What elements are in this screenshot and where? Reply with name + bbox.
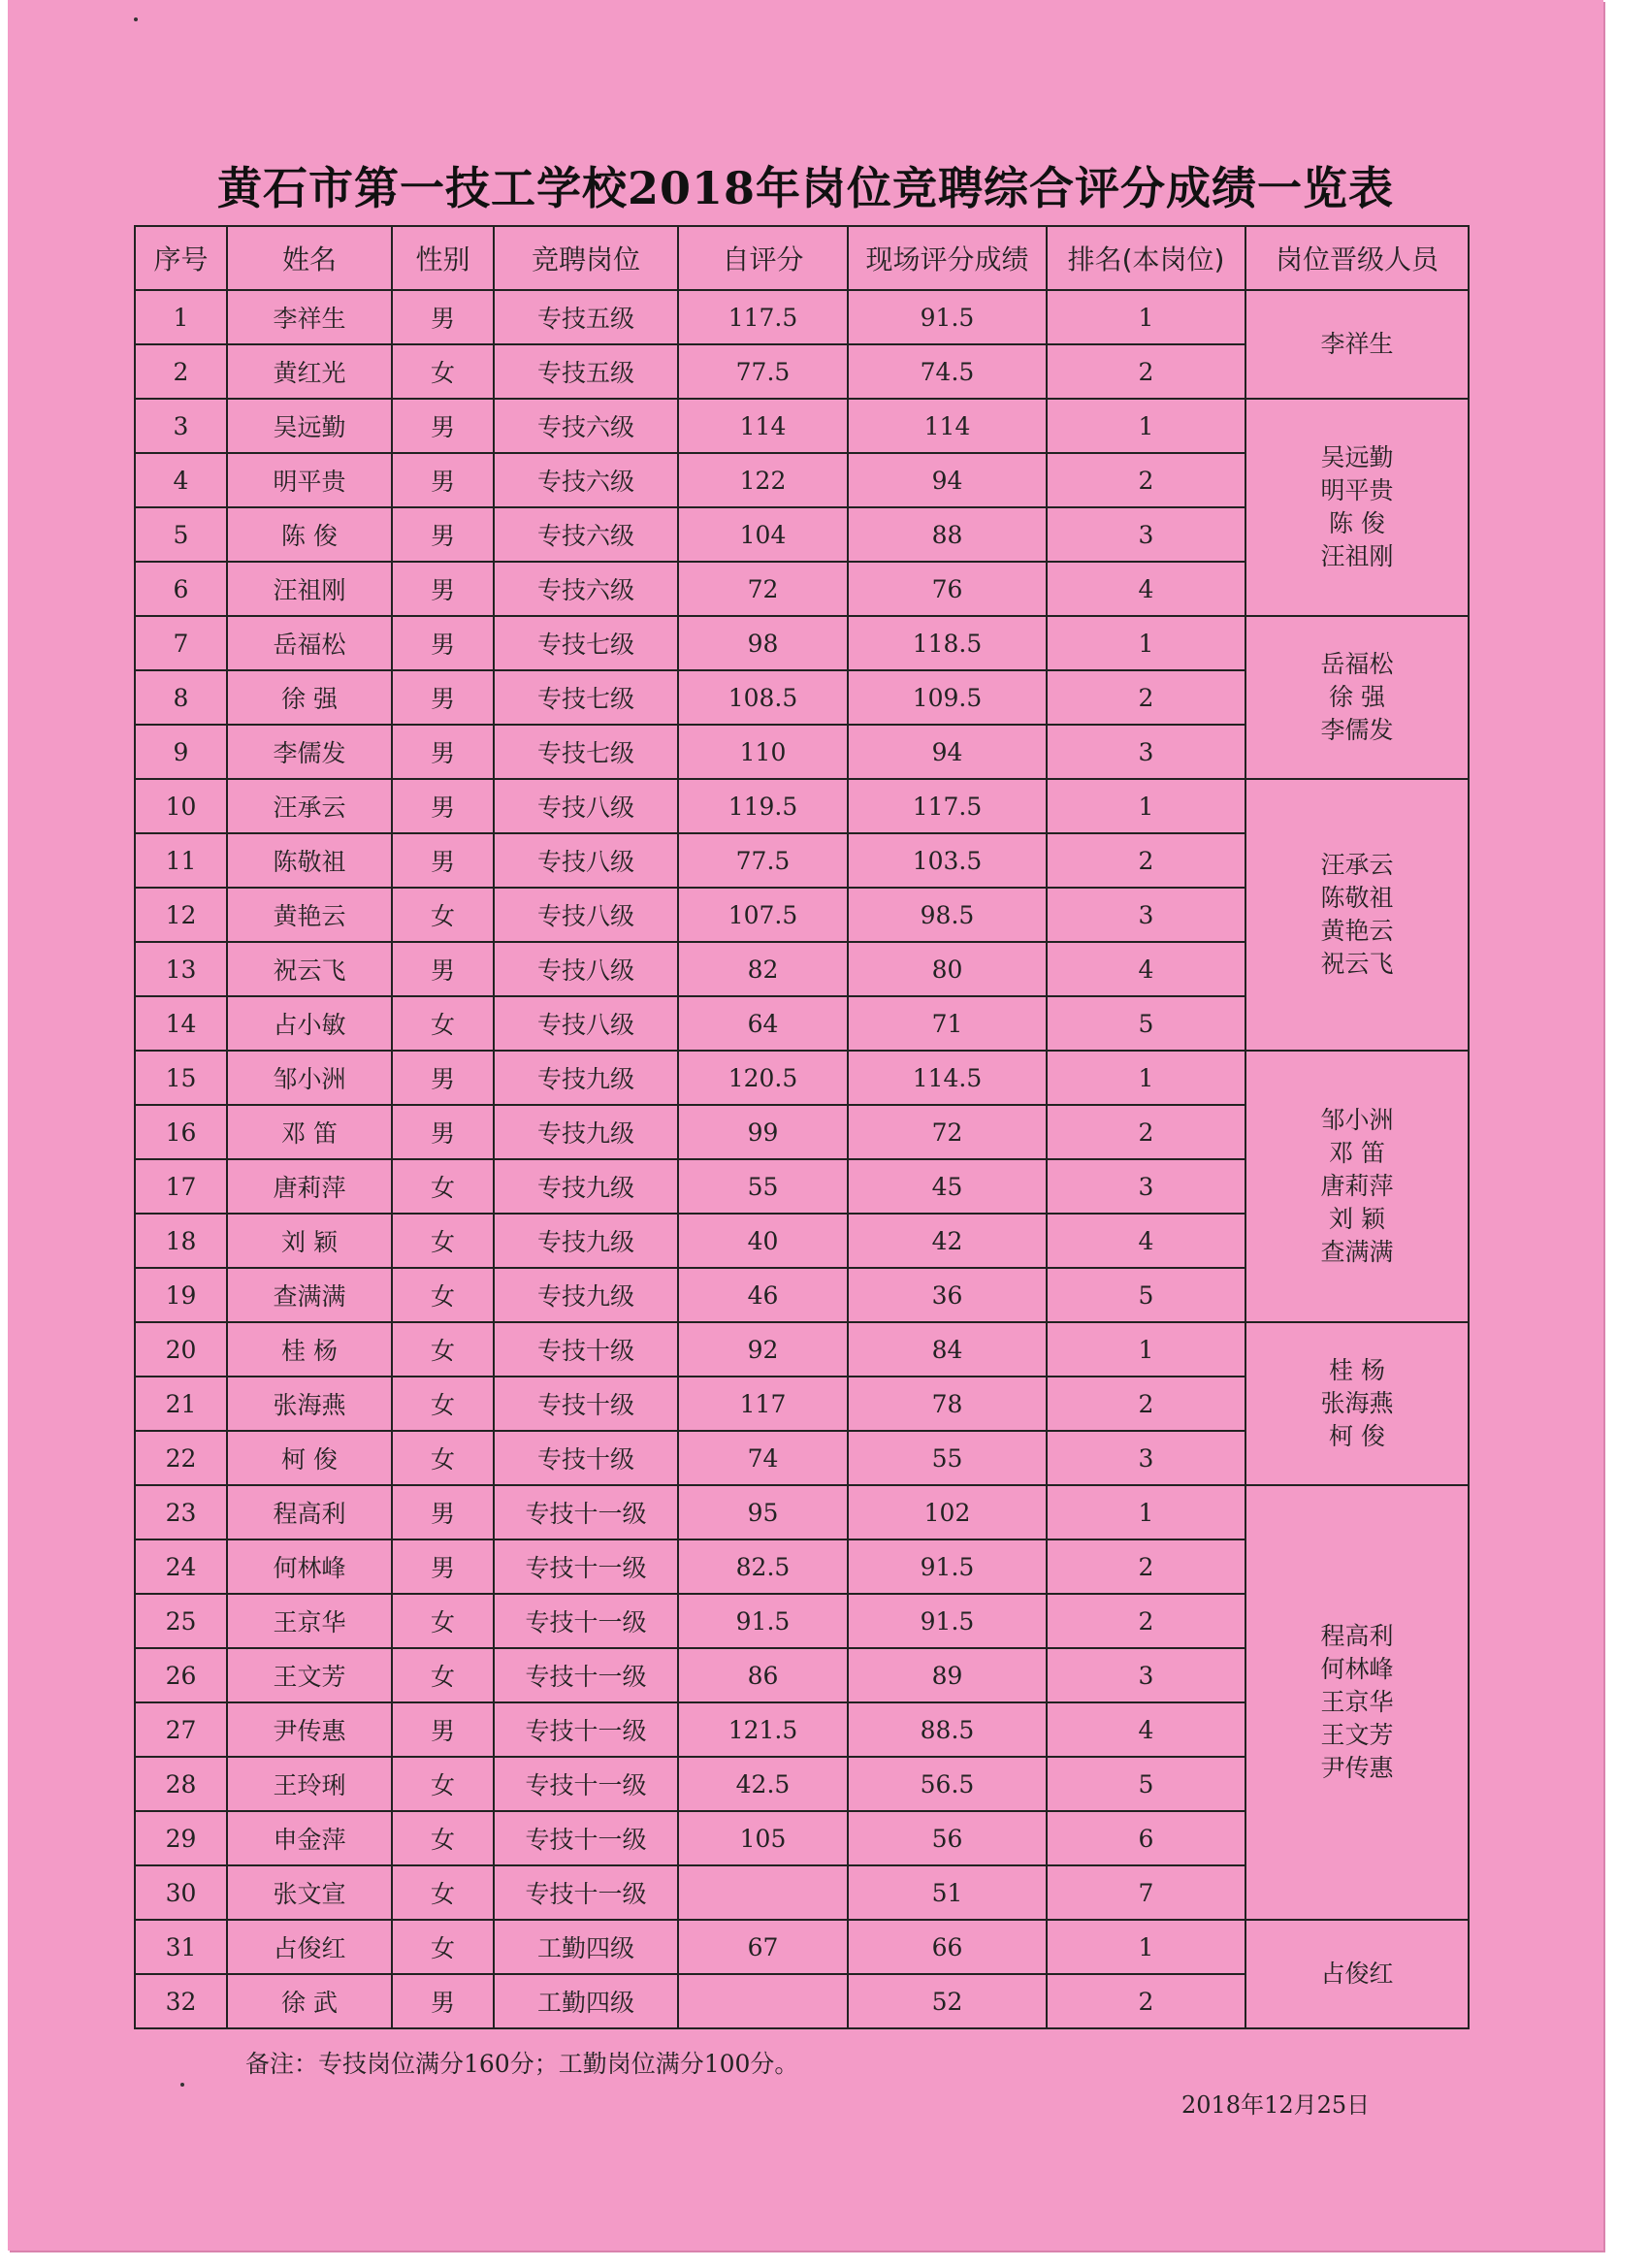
print-speck [180, 2083, 184, 2087]
cell-live-score: 71 [848, 996, 1047, 1051]
cell-gender: 男 [392, 670, 494, 725]
cell-gender: 女 [392, 1377, 494, 1431]
table-row [135, 1322, 1469, 1377]
cell-name: 明平贵 [227, 453, 392, 507]
cell-no: 4 [135, 453, 227, 507]
cell-live-score: 55 [848, 1431, 1047, 1485]
cell-live-score: 117.5 [848, 779, 1047, 833]
cell-live-score: 56.5 [848, 1757, 1047, 1811]
cell-rank: 4 [1047, 1214, 1245, 1268]
table-row [135, 616, 1469, 670]
cell-self-score: 114 [678, 399, 848, 453]
cell-no: 14 [135, 996, 227, 1051]
cell-post: 专技十一级 [494, 1865, 678, 1920]
cell-post: 专技十一级 [494, 1594, 678, 1648]
header-cell-rank: 排名(本岗位) [1047, 226, 1245, 290]
cell-live-score: 109.5 [848, 670, 1047, 725]
cell-gender: 男 [392, 1051, 494, 1105]
document-date: 2018年12月25日 [1181, 2091, 1371, 2119]
cell-post: 专技十一级 [494, 1539, 678, 1594]
cell-self-score: 117.5 [678, 290, 848, 344]
cell-gender: 男 [392, 1539, 494, 1594]
cell-name: 桂 杨 [227, 1322, 392, 1377]
cell-gender: 女 [392, 1865, 494, 1920]
cell-live-score: 66 [848, 1920, 1047, 1974]
cell-self-score: 91.5 [678, 1594, 848, 1648]
cell-gender: 男 [392, 562, 494, 616]
cell-post: 工勤四级 [494, 1920, 678, 1974]
cell-gender: 男 [392, 779, 494, 833]
cell-self-score: 99 [678, 1105, 848, 1159]
cell-rank: 1 [1047, 399, 1245, 453]
cell-rank: 1 [1047, 1051, 1245, 1105]
cell-post: 专技七级 [494, 670, 678, 725]
cell-self-score [678, 1974, 848, 2028]
promoted-staff-cell [1245, 616, 1469, 779]
cell-live-score: 89 [848, 1648, 1047, 1702]
promoted-name: 李儒发 [1320, 716, 1394, 744]
cell-post: 专技九级 [494, 1051, 678, 1105]
cell-live-score: 78 [848, 1377, 1047, 1431]
cell-live-score: 103.5 [848, 833, 1047, 888]
cell-live-score: 114 [848, 399, 1047, 453]
cell-self-score: 105 [678, 1811, 848, 1865]
results-table [134, 225, 1470, 2029]
cell-name: 徐 强 [227, 670, 392, 725]
cell-live-score: 98.5 [848, 888, 1047, 942]
promoted-staff-cell [1245, 1485, 1469, 1920]
cell-self-score [678, 1865, 848, 1920]
cell-gender: 男 [392, 1702, 494, 1757]
cell-name: 李儒发 [227, 725, 392, 779]
document-title: 黄石市第一技工学校2018年岗位竞聘综合评分成绩一览表 [216, 162, 1395, 214]
cell-name: 汪承云 [227, 779, 392, 833]
promoted-name: 王文芳 [1320, 1721, 1394, 1749]
promoted-name: 陈 俊 [1329, 509, 1385, 537]
cell-gender: 女 [392, 1757, 494, 1811]
promoted-staff-cell [1245, 1051, 1469, 1322]
cell-name: 占俊红 [227, 1920, 392, 1974]
cell-post: 专技八级 [494, 888, 678, 942]
promoted-name: 查满满 [1320, 1238, 1394, 1266]
cell-gender: 男 [392, 507, 494, 562]
cell-post: 专技十一级 [494, 1757, 678, 1811]
cell-name: 吴远勤 [227, 399, 392, 453]
cell-no: 5 [135, 507, 227, 562]
cell-no: 31 [135, 1920, 227, 1974]
cell-no: 30 [135, 1865, 227, 1920]
cell-no: 25 [135, 1594, 227, 1648]
cell-live-score: 36 [848, 1268, 1047, 1322]
cell-name: 徐 武 [227, 1974, 392, 2028]
cell-post: 专技九级 [494, 1268, 678, 1322]
cell-rank: 3 [1047, 507, 1245, 562]
cell-gender: 男 [392, 453, 494, 507]
cell-live-score: 91.5 [848, 290, 1047, 344]
promoted-name: 程高利 [1320, 1622, 1394, 1650]
cell-gender: 男 [392, 942, 494, 996]
promoted-staff-cell [1245, 399, 1469, 616]
promoted-name: 祝云飞 [1320, 950, 1394, 978]
cell-self-score: 74 [678, 1431, 848, 1485]
cell-self-score: 42.5 [678, 1757, 848, 1811]
cell-no: 23 [135, 1485, 227, 1539]
cell-live-score: 74.5 [848, 344, 1047, 399]
cell-name: 陈 俊 [227, 507, 392, 562]
cell-live-score: 84 [848, 1322, 1047, 1377]
cell-live-score: 88.5 [848, 1702, 1047, 1757]
cell-no: 2 [135, 344, 227, 399]
table-row [135, 399, 1469, 453]
cell-self-score: 64 [678, 996, 848, 1051]
cell-no: 10 [135, 779, 227, 833]
cell-gender: 女 [392, 1268, 494, 1322]
cell-post: 专技十一级 [494, 1485, 678, 1539]
cell-rank: 1 [1047, 779, 1245, 833]
cell-gender: 女 [392, 996, 494, 1051]
cell-self-score: 107.5 [678, 888, 848, 942]
cell-live-score: 42 [848, 1214, 1047, 1268]
cell-post: 专技九级 [494, 1105, 678, 1159]
cell-no: 6 [135, 562, 227, 616]
table-row [135, 1051, 1469, 1105]
cell-self-score: 119.5 [678, 779, 848, 833]
cell-live-score: 94 [848, 453, 1047, 507]
cell-rank: 5 [1047, 1268, 1245, 1322]
promoted-name: 刘 颖 [1329, 1205, 1385, 1233]
cell-gender: 女 [392, 344, 494, 399]
promoted-name: 邹小洲 [1320, 1106, 1394, 1134]
table-body [135, 290, 1469, 2028]
cell-live-score: 80 [848, 942, 1047, 996]
cell-no: 22 [135, 1431, 227, 1485]
cell-rank: 2 [1047, 670, 1245, 725]
cell-rank: 3 [1047, 1159, 1245, 1214]
cell-name: 黄艳云 [227, 888, 392, 942]
promoted-name: 汪祖刚 [1320, 542, 1394, 570]
cell-gender: 女 [392, 1811, 494, 1865]
promoted-name: 徐 强 [1329, 683, 1385, 711]
promoted-name: 吴远勤 [1320, 443, 1394, 471]
cell-name: 刘 颖 [227, 1214, 392, 1268]
cell-self-score: 98 [678, 616, 848, 670]
promoted-name: 柯 俊 [1329, 1422, 1385, 1450]
cell-rank: 3 [1047, 725, 1245, 779]
cell-rank: 1 [1047, 1485, 1245, 1539]
promoted-name: 陈敬祖 [1320, 884, 1394, 912]
cell-post: 专技六级 [494, 399, 678, 453]
promoted-name: 邓 笛 [1329, 1139, 1385, 1167]
cell-post: 专技八级 [494, 833, 678, 888]
cell-rank: 6 [1047, 1811, 1245, 1865]
cell-no: 7 [135, 616, 227, 670]
header-cell-name: 姓名 [227, 226, 392, 290]
promoted-name: 占俊红 [1320, 1960, 1394, 1988]
cell-post: 专技八级 [494, 996, 678, 1051]
cell-live-score: 118.5 [848, 616, 1047, 670]
cell-self-score: 86 [678, 1648, 848, 1702]
cell-rank: 1 [1047, 1322, 1245, 1377]
cell-no: 12 [135, 888, 227, 942]
cell-name: 唐莉萍 [227, 1159, 392, 1214]
cell-no: 28 [135, 1757, 227, 1811]
cell-name: 岳福松 [227, 616, 392, 670]
cell-rank: 5 [1047, 996, 1245, 1051]
cell-gender: 女 [392, 1920, 494, 1974]
promoted-name: 李祥生 [1320, 330, 1394, 358]
cell-gender: 男 [392, 399, 494, 453]
cell-name: 陈敬祖 [227, 833, 392, 888]
cell-post: 专技十级 [494, 1431, 678, 1485]
pink-paper-sheet [8, 0, 1603, 2251]
cell-live-score: 94 [848, 725, 1047, 779]
cell-rank: 3 [1047, 1431, 1245, 1485]
cell-rank: 1 [1047, 290, 1245, 344]
cell-gender: 女 [392, 1431, 494, 1485]
cell-self-score: 122 [678, 453, 848, 507]
cell-rank: 3 [1047, 888, 1245, 942]
cell-no: 13 [135, 942, 227, 996]
header-cell-live-score: 现场评分成绩 [848, 226, 1047, 290]
cell-gender: 男 [392, 833, 494, 888]
cell-rank: 3 [1047, 1648, 1245, 1702]
cell-post: 专技九级 [494, 1159, 678, 1214]
cell-name: 王玲琍 [227, 1757, 392, 1811]
cell-rank: 4 [1047, 942, 1245, 996]
cell-name: 张文宣 [227, 1865, 392, 1920]
cell-post: 工勤四级 [494, 1974, 678, 2028]
promoted-name: 张海燕 [1320, 1389, 1394, 1417]
cell-rank: 2 [1047, 453, 1245, 507]
cell-self-score: 108.5 [678, 670, 848, 725]
cell-no: 1 [135, 290, 227, 344]
cell-self-score: 55 [678, 1159, 848, 1214]
cell-gender: 男 [392, 1105, 494, 1159]
cell-name: 李祥生 [227, 290, 392, 344]
cell-gender: 男 [392, 1974, 494, 2028]
cell-gender: 女 [392, 1214, 494, 1268]
cell-no: 20 [135, 1322, 227, 1377]
cell-name: 柯 俊 [227, 1431, 392, 1485]
cell-no: 21 [135, 1377, 227, 1431]
promoted-name: 尹传惠 [1320, 1754, 1394, 1782]
cell-no: 15 [135, 1051, 227, 1105]
header-cell-self-score: 自评分 [678, 226, 848, 290]
cell-no: 29 [135, 1811, 227, 1865]
cell-self-score: 121.5 [678, 1702, 848, 1757]
cell-name: 程高利 [227, 1485, 392, 1539]
cell-self-score: 40 [678, 1214, 848, 1268]
cell-no: 32 [135, 1974, 227, 2028]
promoted-name: 何林峰 [1320, 1655, 1394, 1683]
cell-name: 查满满 [227, 1268, 392, 1322]
cell-name: 申金萍 [227, 1811, 392, 1865]
cell-no: 19 [135, 1268, 227, 1322]
cell-post: 专技七级 [494, 725, 678, 779]
cell-post: 专技六级 [494, 507, 678, 562]
cell-live-score: 91.5 [848, 1594, 1047, 1648]
cell-rank: 1 [1047, 616, 1245, 670]
cell-self-score: 82.5 [678, 1539, 848, 1594]
promoted-staff-cell [1245, 1920, 1469, 2028]
cell-rank: 5 [1047, 1757, 1245, 1811]
cell-name: 尹传惠 [227, 1702, 392, 1757]
cell-rank: 2 [1047, 1105, 1245, 1159]
cell-self-score: 77.5 [678, 344, 848, 399]
cell-no: 18 [135, 1214, 227, 1268]
promoted-name: 黄艳云 [1320, 917, 1394, 945]
table-row [135, 1485, 1469, 1539]
cell-name: 王文芳 [227, 1648, 392, 1702]
cell-live-score: 72 [848, 1105, 1047, 1159]
cell-live-score: 102 [848, 1485, 1047, 1539]
print-speck [134, 17, 138, 21]
cell-name: 汪祖刚 [227, 562, 392, 616]
cell-no: 8 [135, 670, 227, 725]
cell-rank: 2 [1047, 1974, 1245, 2028]
cell-name: 邹小洲 [227, 1051, 392, 1105]
cell-no: 3 [135, 399, 227, 453]
cell-rank: 4 [1047, 1702, 1245, 1757]
header-cell-no: 序号 [135, 226, 227, 290]
cell-name: 邓 笛 [227, 1105, 392, 1159]
cell-self-score: 77.5 [678, 833, 848, 888]
cell-self-score: 110 [678, 725, 848, 779]
cell-live-score: 88 [848, 507, 1047, 562]
cell-live-score: 56 [848, 1811, 1047, 1865]
promoted-name: 桂 杨 [1329, 1356, 1385, 1384]
cell-gender: 男 [392, 290, 494, 344]
cell-no: 16 [135, 1105, 227, 1159]
cell-rank: 2 [1047, 833, 1245, 888]
promoted-name: 明平贵 [1320, 476, 1394, 504]
cell-post: 专技十级 [494, 1322, 678, 1377]
cell-post: 专技五级 [494, 290, 678, 344]
cell-rank: 2 [1047, 1377, 1245, 1431]
cell-name: 张海燕 [227, 1377, 392, 1431]
cell-self-score: 67 [678, 1920, 848, 1974]
cell-self-score: 120.5 [678, 1051, 848, 1105]
footnote: 备注：专技岗位满分160分；工勤岗位满分100分。 [245, 2050, 799, 2078]
cell-gender: 女 [392, 1159, 494, 1214]
cell-name: 王京华 [227, 1594, 392, 1648]
cell-no: 24 [135, 1539, 227, 1594]
cell-name: 黄红光 [227, 344, 392, 399]
cell-name: 何林峰 [227, 1539, 392, 1594]
cell-no: 9 [135, 725, 227, 779]
cell-self-score: 95 [678, 1485, 848, 1539]
promoted-staff-cell [1245, 290, 1469, 399]
table-row [135, 290, 1469, 344]
cell-live-score: 52 [848, 1974, 1047, 2028]
promoted-staff-cell [1245, 1322, 1469, 1485]
table-row [135, 779, 1469, 833]
cell-post: 专技十一级 [494, 1811, 678, 1865]
cell-no: 11 [135, 833, 227, 888]
cell-rank: 2 [1047, 1594, 1245, 1648]
promoted-name: 岳福松 [1320, 650, 1394, 678]
promoted-staff-cell [1245, 779, 1469, 1051]
cell-gender: 男 [392, 1485, 494, 1539]
header-cell-post: 竞聘岗位 [494, 226, 678, 290]
cell-post: 专技十级 [494, 1377, 678, 1431]
cell-rank: 1 [1047, 1920, 1245, 1974]
cell-post: 专技九级 [494, 1214, 678, 1268]
cell-rank: 7 [1047, 1865, 1245, 1920]
promoted-name: 王京华 [1320, 1688, 1394, 1716]
cell-rank: 2 [1047, 344, 1245, 399]
cell-post: 专技六级 [494, 562, 678, 616]
cell-name: 占小敏 [227, 996, 392, 1051]
cell-post: 专技七级 [494, 616, 678, 670]
cell-gender: 女 [392, 1648, 494, 1702]
cell-post: 专技十一级 [494, 1702, 678, 1757]
cell-gender: 女 [392, 888, 494, 942]
cell-live-score: 114.5 [848, 1051, 1047, 1105]
cell-self-score: 92 [678, 1322, 848, 1377]
promoted-name: 唐莉萍 [1320, 1172, 1394, 1200]
cell-gender: 女 [392, 1594, 494, 1648]
cell-rank: 4 [1047, 562, 1245, 616]
cell-live-score: 45 [848, 1159, 1047, 1214]
cell-post: 专技八级 [494, 779, 678, 833]
cell-gender: 男 [392, 616, 494, 670]
cell-live-score: 76 [848, 562, 1047, 616]
table-header-row [135, 226, 1469, 290]
cell-post: 专技八级 [494, 942, 678, 996]
cell-post: 专技五级 [494, 344, 678, 399]
promoted-name: 汪承云 [1320, 851, 1394, 879]
cell-gender: 男 [392, 725, 494, 779]
cell-no: 17 [135, 1159, 227, 1214]
cell-name: 祝云飞 [227, 942, 392, 996]
cell-no: 26 [135, 1648, 227, 1702]
cell-no: 27 [135, 1702, 227, 1757]
cell-self-score: 72 [678, 562, 848, 616]
cell-self-score: 46 [678, 1268, 848, 1322]
header-cell-promoted: 岗位晋级人员 [1245, 226, 1469, 290]
cell-live-score: 51 [848, 1865, 1047, 1920]
cell-live-score: 91.5 [848, 1539, 1047, 1594]
cell-self-score: 82 [678, 942, 848, 996]
cell-self-score: 104 [678, 507, 848, 562]
cell-gender: 女 [392, 1322, 494, 1377]
cell-post: 专技十一级 [494, 1648, 678, 1702]
cell-self-score: 117 [678, 1377, 848, 1431]
header-cell-gender: 性别 [392, 226, 494, 290]
cell-post: 专技六级 [494, 453, 678, 507]
cell-rank: 2 [1047, 1539, 1245, 1594]
table-row [135, 1920, 1469, 1974]
